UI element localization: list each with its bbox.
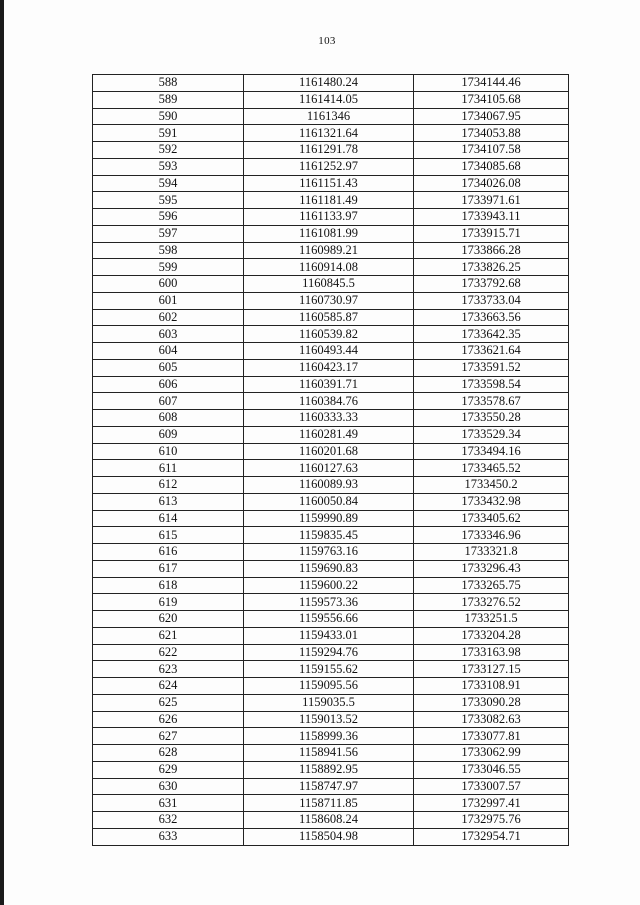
table-row bbox=[93, 91, 569, 108]
y-coordinate-cell: 1733663.56 bbox=[414, 309, 569, 326]
y-coordinate-cell: 1733915.71 bbox=[414, 225, 569, 242]
table-row bbox=[93, 158, 569, 175]
table-row bbox=[93, 778, 569, 795]
x-coordinate-cell: 1159294.76 bbox=[244, 644, 414, 661]
x-coordinate-cell: 1161133.97 bbox=[244, 209, 414, 226]
table-row bbox=[93, 812, 569, 829]
point-number-cell: 588 bbox=[93, 75, 244, 92]
point-number-cell: 630 bbox=[93, 778, 244, 795]
x-coordinate-cell: 1160914.08 bbox=[244, 259, 414, 276]
point-number-cell: 597 bbox=[93, 225, 244, 242]
x-coordinate-cell: 1159690.83 bbox=[244, 560, 414, 577]
x-coordinate-cell: 1160493.44 bbox=[244, 343, 414, 360]
y-coordinate-cell: 1733432.98 bbox=[414, 493, 569, 510]
x-coordinate-cell: 1158608.24 bbox=[244, 812, 414, 829]
table-row bbox=[93, 560, 569, 577]
y-coordinate-cell: 1733621.64 bbox=[414, 343, 569, 360]
x-coordinate-cell: 1160089.93 bbox=[244, 477, 414, 494]
x-coordinate-cell: 1161151.43 bbox=[244, 175, 414, 192]
x-coordinate-cell: 1160845.5 bbox=[244, 276, 414, 293]
y-coordinate-cell: 1733591.52 bbox=[414, 359, 569, 376]
y-coordinate-cell: 1733204.28 bbox=[414, 627, 569, 644]
table-row bbox=[93, 225, 569, 242]
y-coordinate-cell: 1732997.41 bbox=[414, 795, 569, 812]
table-row bbox=[93, 443, 569, 460]
x-coordinate-cell: 1158892.95 bbox=[244, 761, 414, 778]
x-coordinate-cell: 1158941.56 bbox=[244, 745, 414, 762]
point-number-cell: 601 bbox=[93, 292, 244, 309]
table-row bbox=[93, 393, 569, 410]
table-row bbox=[93, 544, 569, 561]
x-coordinate-cell: 1160423.17 bbox=[244, 359, 414, 376]
table-row bbox=[93, 343, 569, 360]
table-row bbox=[93, 125, 569, 142]
table-row bbox=[93, 426, 569, 443]
x-coordinate-cell: 1159556.66 bbox=[244, 611, 414, 628]
y-coordinate-cell: 1733578.67 bbox=[414, 393, 569, 410]
y-coordinate-cell: 1733550.28 bbox=[414, 410, 569, 427]
point-number-cell: 608 bbox=[93, 410, 244, 427]
y-coordinate-cell: 1733163.98 bbox=[414, 644, 569, 661]
y-coordinate-cell: 1733265.75 bbox=[414, 577, 569, 594]
table-row bbox=[93, 359, 569, 376]
point-number-cell: 612 bbox=[93, 477, 244, 494]
table-row bbox=[93, 292, 569, 309]
y-coordinate-cell: 1734085.68 bbox=[414, 158, 569, 175]
x-coordinate-cell: 1159600.22 bbox=[244, 577, 414, 594]
point-number-cell: 610 bbox=[93, 443, 244, 460]
x-coordinate-cell: 1160127.63 bbox=[244, 460, 414, 477]
point-number-cell: 617 bbox=[93, 560, 244, 577]
point-number-cell: 594 bbox=[93, 175, 244, 192]
x-coordinate-cell: 1159155.62 bbox=[244, 661, 414, 678]
point-number-cell: 598 bbox=[93, 242, 244, 259]
table-row bbox=[93, 761, 569, 778]
table-row bbox=[93, 510, 569, 527]
x-coordinate-cell: 1160281.49 bbox=[244, 426, 414, 443]
point-number-cell: 629 bbox=[93, 761, 244, 778]
point-number-cell: 632 bbox=[93, 812, 244, 829]
y-coordinate-cell: 1733826.25 bbox=[414, 259, 569, 276]
y-coordinate-cell: 1734107.58 bbox=[414, 142, 569, 159]
y-coordinate-cell: 1733792.68 bbox=[414, 276, 569, 293]
x-coordinate-cell: 1160989.21 bbox=[244, 242, 414, 259]
x-coordinate-cell: 1160333.33 bbox=[244, 410, 414, 427]
y-coordinate-cell: 1733062.99 bbox=[414, 745, 569, 762]
table-row bbox=[93, 694, 569, 711]
scan-edge-shadow bbox=[0, 0, 4, 905]
x-coordinate-cell: 1159013.52 bbox=[244, 711, 414, 728]
x-coordinate-cell: 1159095.56 bbox=[244, 678, 414, 695]
point-number-cell: 614 bbox=[93, 510, 244, 527]
y-coordinate-cell: 1733943.11 bbox=[414, 209, 569, 226]
coordinate-table bbox=[92, 74, 569, 846]
point-number-cell: 624 bbox=[93, 678, 244, 695]
x-coordinate-cell: 1160585.87 bbox=[244, 309, 414, 326]
point-number-cell: 619 bbox=[93, 594, 244, 611]
y-coordinate-cell: 1733007.57 bbox=[414, 778, 569, 795]
y-coordinate-cell: 1733642.35 bbox=[414, 326, 569, 343]
point-number-cell: 633 bbox=[93, 828, 244, 845]
point-number-cell: 596 bbox=[93, 209, 244, 226]
table-row bbox=[93, 142, 569, 159]
x-coordinate-cell: 1161081.99 bbox=[244, 225, 414, 242]
y-coordinate-cell: 1733346.96 bbox=[414, 527, 569, 544]
y-coordinate-cell: 1733082.63 bbox=[414, 711, 569, 728]
point-number-cell: 591 bbox=[93, 125, 244, 142]
y-coordinate-cell: 1733276.52 bbox=[414, 594, 569, 611]
point-number-cell: 626 bbox=[93, 711, 244, 728]
page-number: 103 bbox=[318, 35, 336, 47]
point-number-cell: 631 bbox=[93, 795, 244, 812]
point-number-cell: 589 bbox=[93, 91, 244, 108]
table-row bbox=[93, 611, 569, 628]
y-coordinate-cell: 1732954.71 bbox=[414, 828, 569, 845]
point-number-cell: 615 bbox=[93, 527, 244, 544]
point-number-cell: 616 bbox=[93, 544, 244, 561]
table-row bbox=[93, 493, 569, 510]
point-number-cell: 603 bbox=[93, 326, 244, 343]
x-coordinate-cell: 1160384.76 bbox=[244, 393, 414, 410]
x-coordinate-cell: 1161346 bbox=[244, 108, 414, 125]
x-coordinate-cell: 1158747.97 bbox=[244, 778, 414, 795]
point-number-cell: 622 bbox=[93, 644, 244, 661]
point-number-cell: 605 bbox=[93, 359, 244, 376]
x-coordinate-cell: 1158711.85 bbox=[244, 795, 414, 812]
point-number-cell: 599 bbox=[93, 259, 244, 276]
point-number-cell: 620 bbox=[93, 611, 244, 628]
point-number-cell: 621 bbox=[93, 627, 244, 644]
y-coordinate-cell: 1733866.28 bbox=[414, 242, 569, 259]
table-row bbox=[93, 661, 569, 678]
point-number-cell: 593 bbox=[93, 158, 244, 175]
x-coordinate-cell: 1158999.36 bbox=[244, 728, 414, 745]
y-coordinate-cell: 1733090.28 bbox=[414, 694, 569, 711]
table-row bbox=[93, 209, 569, 226]
x-coordinate-cell: 1159573.36 bbox=[244, 594, 414, 611]
point-number-cell: 590 bbox=[93, 108, 244, 125]
y-coordinate-cell: 1733321.8 bbox=[414, 544, 569, 561]
point-number-cell: 606 bbox=[93, 376, 244, 393]
x-coordinate-cell: 1158504.98 bbox=[244, 828, 414, 845]
x-coordinate-cell: 1161480.24 bbox=[244, 75, 414, 92]
y-coordinate-cell: 1732975.76 bbox=[414, 812, 569, 829]
x-coordinate-cell: 1159835.45 bbox=[244, 527, 414, 544]
table-row bbox=[93, 192, 569, 209]
x-coordinate-cell: 1160050.84 bbox=[244, 493, 414, 510]
y-coordinate-cell: 1733077.81 bbox=[414, 728, 569, 745]
x-coordinate-cell: 1160201.68 bbox=[244, 443, 414, 460]
point-number-cell: 609 bbox=[93, 426, 244, 443]
x-coordinate-cell: 1159433.01 bbox=[244, 627, 414, 644]
x-coordinate-cell: 1161291.78 bbox=[244, 142, 414, 159]
point-number-cell: 613 bbox=[93, 493, 244, 510]
y-coordinate-cell: 1733971.61 bbox=[414, 192, 569, 209]
table-row bbox=[93, 594, 569, 611]
point-number-cell: 607 bbox=[93, 393, 244, 410]
point-number-cell: 604 bbox=[93, 343, 244, 360]
x-coordinate-cell: 1161414.05 bbox=[244, 91, 414, 108]
y-coordinate-cell: 1733450.2 bbox=[414, 477, 569, 494]
table-row bbox=[93, 711, 569, 728]
table-row bbox=[93, 728, 569, 745]
y-coordinate-cell: 1733529.34 bbox=[414, 426, 569, 443]
point-number-cell: 592 bbox=[93, 142, 244, 159]
y-coordinate-cell: 1733296.43 bbox=[414, 560, 569, 577]
y-coordinate-cell: 1734026.08 bbox=[414, 175, 569, 192]
y-coordinate-cell: 1733494.16 bbox=[414, 443, 569, 460]
y-coordinate-cell: 1733127.15 bbox=[414, 661, 569, 678]
point-number-cell: 625 bbox=[93, 694, 244, 711]
point-number-cell: 618 bbox=[93, 577, 244, 594]
y-coordinate-cell: 1733046.55 bbox=[414, 761, 569, 778]
point-number-cell: 627 bbox=[93, 728, 244, 745]
table-row bbox=[93, 627, 569, 644]
x-coordinate-cell: 1160730.97 bbox=[244, 292, 414, 309]
table-row bbox=[93, 795, 569, 812]
x-coordinate-cell: 1161321.64 bbox=[244, 125, 414, 142]
y-coordinate-cell: 1733251.5 bbox=[414, 611, 569, 628]
x-coordinate-cell: 1160539.82 bbox=[244, 326, 414, 343]
table-row bbox=[93, 577, 569, 594]
coordinate-table-body bbox=[93, 75, 569, 846]
table-row bbox=[93, 108, 569, 125]
table-row bbox=[93, 644, 569, 661]
x-coordinate-cell: 1159035.5 bbox=[244, 694, 414, 711]
table-row bbox=[93, 309, 569, 326]
table-row bbox=[93, 410, 569, 427]
y-coordinate-cell: 1734144.46 bbox=[414, 75, 569, 92]
table-row bbox=[93, 828, 569, 845]
x-coordinate-cell: 1161181.49 bbox=[244, 192, 414, 209]
point-number-cell: 602 bbox=[93, 309, 244, 326]
point-number-cell: 628 bbox=[93, 745, 244, 762]
table-row bbox=[93, 276, 569, 293]
table-row bbox=[93, 745, 569, 762]
table-row bbox=[93, 678, 569, 695]
y-coordinate-cell: 1733465.52 bbox=[414, 460, 569, 477]
table-row bbox=[93, 527, 569, 544]
x-coordinate-cell: 1161252.97 bbox=[244, 158, 414, 175]
y-coordinate-cell: 1733405.62 bbox=[414, 510, 569, 527]
y-coordinate-cell: 1733598.54 bbox=[414, 376, 569, 393]
point-number-cell: 611 bbox=[93, 460, 244, 477]
x-coordinate-cell: 1159763.16 bbox=[244, 544, 414, 561]
table-row bbox=[93, 376, 569, 393]
table-row bbox=[93, 175, 569, 192]
y-coordinate-cell: 1733733.04 bbox=[414, 292, 569, 309]
point-number-cell: 595 bbox=[93, 192, 244, 209]
table-row bbox=[93, 460, 569, 477]
point-number-cell: 623 bbox=[93, 661, 244, 678]
y-coordinate-cell: 1734067.95 bbox=[414, 108, 569, 125]
y-coordinate-cell: 1734105.68 bbox=[414, 91, 569, 108]
point-number-cell: 600 bbox=[93, 276, 244, 293]
table-row bbox=[93, 242, 569, 259]
y-coordinate-cell: 1733108.91 bbox=[414, 678, 569, 695]
x-coordinate-cell: 1159990.89 bbox=[244, 510, 414, 527]
table-row bbox=[93, 477, 569, 494]
x-coordinate-cell: 1160391.71 bbox=[244, 376, 414, 393]
table-row bbox=[93, 326, 569, 343]
table-row bbox=[93, 259, 569, 276]
table-row bbox=[93, 75, 569, 92]
y-coordinate-cell: 1734053.88 bbox=[414, 125, 569, 142]
